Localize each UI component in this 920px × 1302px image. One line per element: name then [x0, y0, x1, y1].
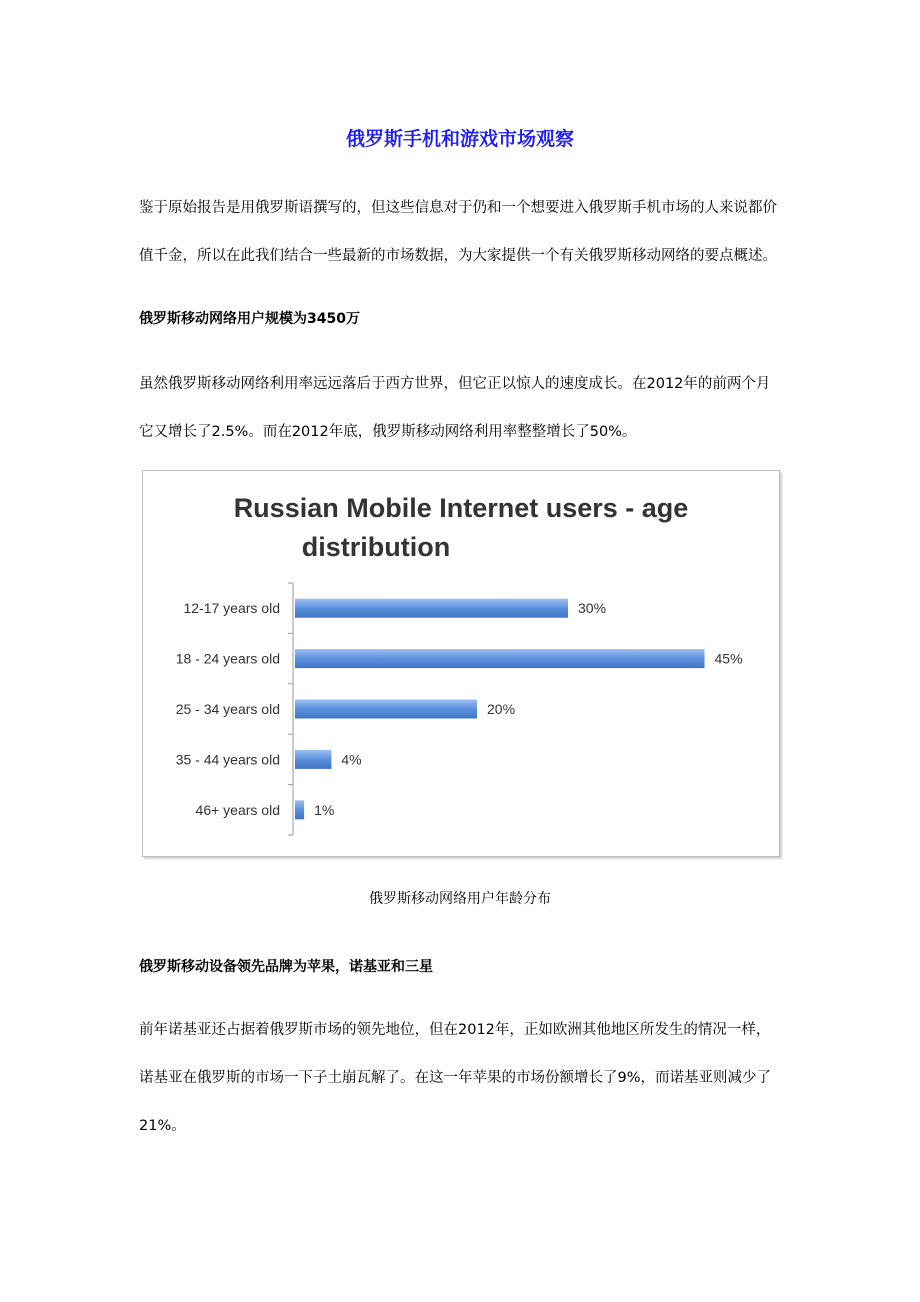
bar-3 [295, 750, 331, 769]
section2-line-2: 诺基亚在俄罗斯的市场一下子土崩瓦解了。在这一年苹果的市场份额增长了9%，而诺基亚则减少了 [139, 1070, 771, 1086]
value-label: 1% [314, 801, 335, 818]
figure-caption: 俄罗斯移动网络用户年龄分布 [369, 891, 551, 907]
category-label: 12-17 years old [183, 600, 280, 617]
section1-line-2: 它又增长了2.5%。而在2012年底，俄罗斯移动网络利用率整整增长了50%。 [139, 424, 637, 440]
section-heading-users: 俄罗斯移动网络用户规模为3450万 [139, 311, 360, 327]
category-label: 46+ years old [195, 801, 280, 818]
value-label: 45% [714, 650, 743, 667]
bar-4 [295, 800, 304, 819]
value-label: 4% [341, 751, 362, 768]
category-label: 35 - 44 years old [175, 751, 280, 768]
section2-line-3: 21%。 [139, 1118, 186, 1134]
chart-svg [143, 471, 779, 856]
intro-line-2: 值千金，所以在此我们结合一些最新的市场数据，为大家提供一个有关俄罗斯移动网络的要点概述。 [139, 248, 777, 264]
section-heading-brands: 俄罗斯移动设备领先品牌为苹果，诺基亚和三星 [139, 959, 433, 975]
page-title: 俄罗斯手机和游戏市场观察 [345, 128, 574, 150]
value-label: 30% [578, 600, 607, 617]
section1-line-1: 虽然俄罗斯移动网络利用率远远落后于西方世界，但它正以惊人的速度成长。在2012年的前两个月 [139, 376, 771, 392]
bar-1 [295, 649, 705, 668]
category-label: 18 - 24 years old [175, 650, 280, 667]
category-label: 25 - 34 years old [175, 701, 280, 717]
value-label: 20% [487, 701, 516, 717]
bar-0 [295, 599, 568, 618]
section2-line-1: 前年诺基亚还占据着俄罗斯市场的领先地位，但在2012年，正如欧洲其他地区所发生的情况一样， [139, 1022, 771, 1038]
bar-2 [295, 700, 477, 719]
chart-title-line-2: distribution [301, 532, 451, 562]
age-distribution-chart [142, 470, 780, 857]
intro-line-1: 鉴于原始报告是用俄罗斯语撰写的，但这些信息对于仍和一个想要进入俄罗斯手机市场的人来说都价 [139, 200, 777, 216]
chart-title-line-1: Russian Mobile Internet users - age [233, 493, 689, 523]
